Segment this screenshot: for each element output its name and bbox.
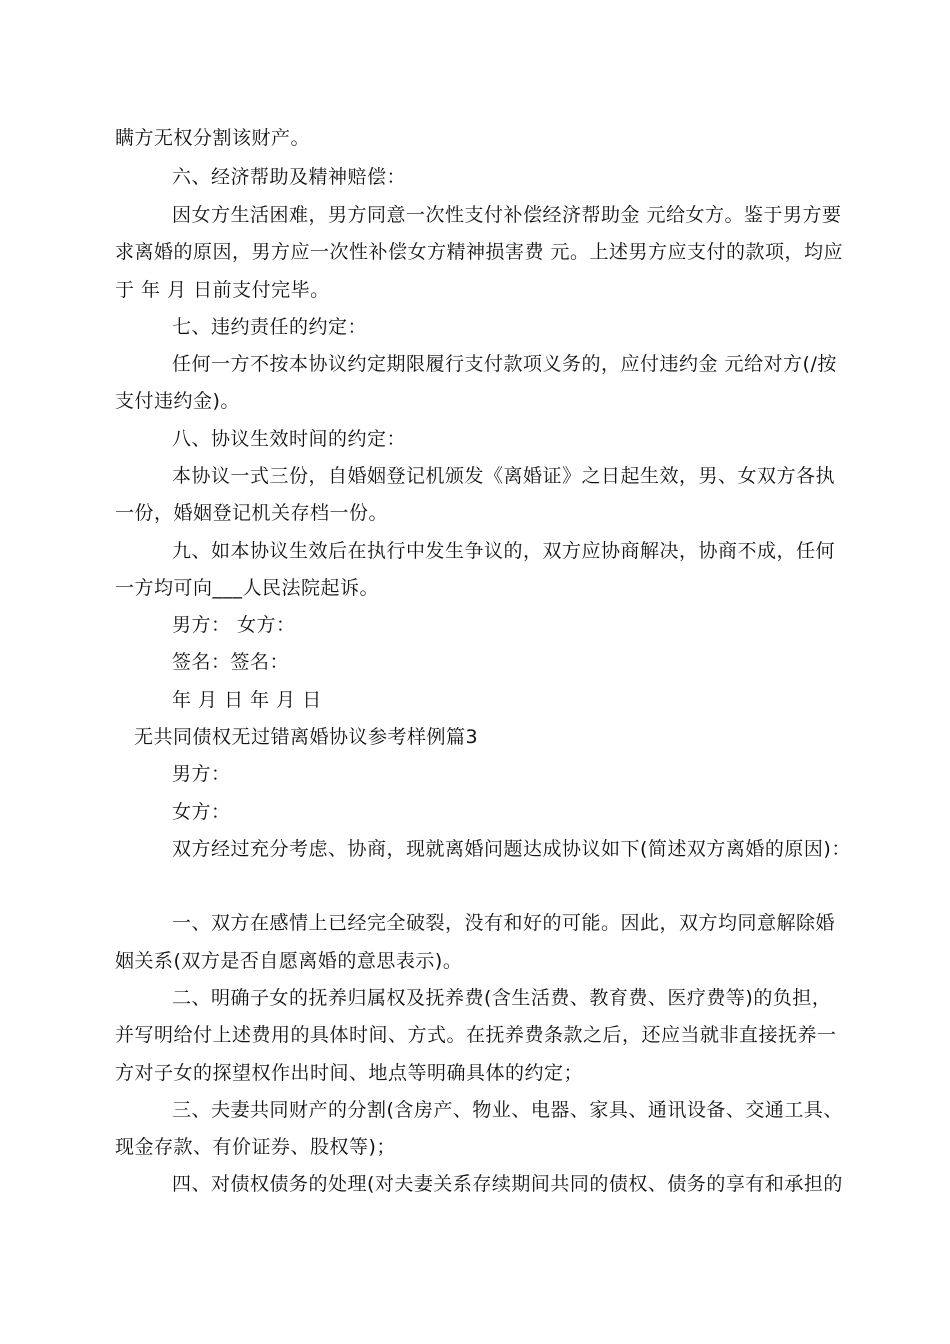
text-line: 因女方生活困难，男方同意一次性支付补偿经济帮助金 元给女方。鉴于男方要 bbox=[172, 204, 842, 226]
text-line: 一方均可向___人民法院起诉。 bbox=[115, 577, 380, 599]
section-heading: 六、经济帮助及精神赔偿： bbox=[172, 166, 407, 188]
text-line: 九、如本协议生效后在执行中发生争议的，双方应协商解决，协商不成，任何 bbox=[172, 540, 836, 562]
text-line: 现金存款、有价证券、股权等)； bbox=[115, 1136, 396, 1158]
signature-dates: 年 月 日 年 月 日 bbox=[172, 689, 322, 711]
party-female-label: 女方： bbox=[172, 801, 231, 823]
text-line: 二、明确子女的抚养归属权及抚养费(含生活费、教育费、医疗费等)的负担， bbox=[172, 987, 832, 1009]
text-line: 并写明给付上述费用的具体时间、方式。在抚养费条款之后，还应当就非直接抚养一 bbox=[115, 1024, 837, 1046]
text-line: 瞒方无权分割该财产。 bbox=[115, 127, 311, 149]
section-heading: 八、协议生效时间的约定： bbox=[172, 428, 407, 450]
text-line: 四、对债权债务的处理(对夫妻关系存续期间共同的债权、债务的享有和承担的 bbox=[172, 1173, 843, 1195]
party-male-label: 男方： bbox=[172, 763, 231, 785]
text-line: 本协议一式三份，自婚姻登记机颁发《离婚证》之日起生效，男、女双方各执 bbox=[172, 465, 836, 487]
text-line: 求离婚的原因，男方应一次性补偿女方精神损害费 元。上述男方应支付的款项，均应 bbox=[115, 241, 844, 263]
text-line: 姻关系(双方是否自愿离婚的意思表示)。 bbox=[115, 950, 463, 972]
text-line: 三、夫妻共同财产的分割(含房产、物业、电器、家具、通讯设备、交通工具、 bbox=[172, 1099, 843, 1121]
text-line: 一、双方在感情上已经完全破裂，没有和好的可能。因此，双方均同意解除婚 bbox=[172, 912, 836, 934]
text-line: 方对子女的探望权作出时间、地点等明确具体的约定； bbox=[115, 1062, 584, 1084]
signature-parties: 男方： 女方： bbox=[172, 614, 296, 636]
text-line: 于 年 月 日前支付完毕。 bbox=[115, 279, 330, 301]
text-line: 一份，婚姻登记机关存档一份。 bbox=[115, 502, 389, 524]
section-heading: 七、违约责任的约定： bbox=[172, 316, 368, 338]
text-line: 支付违约金)。 bbox=[115, 390, 240, 412]
text-line: 任何一方不按本协议约定期限履行支付款项义务的，应付违约金 元给对方(/按 bbox=[172, 353, 837, 375]
section-title: 无共同债权无过错离婚协议参考样例篇3 bbox=[134, 726, 479, 748]
text-line: 双方经过充分考虑、协商，现就离婚问题达成协议如下(简述双方离婚的原因)： bbox=[172, 838, 851, 860]
signature-labels: 签名：签名： bbox=[172, 651, 290, 673]
